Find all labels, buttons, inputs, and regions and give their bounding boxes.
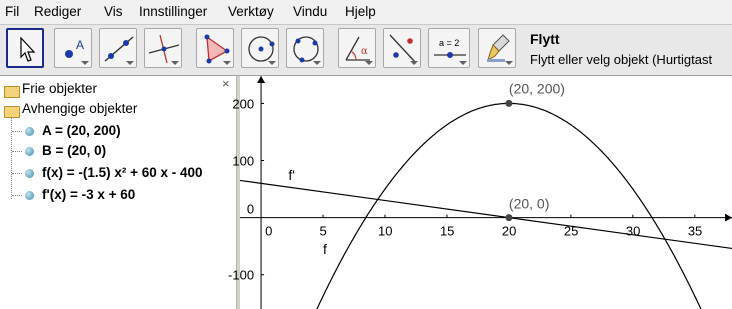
svg-text:a = 2: a = 2	[439, 38, 460, 48]
tree-branch	[12, 131, 22, 132]
object-visibility-dot[interactable]	[25, 169, 34, 178]
circle-three-points-tool-button[interactable]	[286, 28, 324, 68]
menu-vindu[interactable]: Vindu	[293, 4, 328, 19]
x-tick-label: 30	[625, 223, 641, 239]
move-graphics-tool-button[interactable]	[478, 28, 516, 68]
y-tick-label: 200	[232, 96, 255, 112]
point-b[interactable]	[505, 214, 512, 221]
object-label: A = (20, 200)	[42, 123, 121, 138]
dropdown-arrow-icon	[171, 61, 179, 65]
slider-tool-button[interactable]	[428, 28, 470, 68]
perpendicular-line-tool-button[interactable]	[144, 28, 182, 68]
polygon-tool-button[interactable]	[196, 28, 234, 68]
dropdown-arrow-icon	[223, 61, 231, 65]
folder-icon	[4, 106, 20, 118]
y-tick-label: 100	[232, 153, 255, 169]
x-tick-label: 10	[377, 223, 393, 239]
dropdown-arrow-icon	[313, 61, 321, 65]
menu-innstillinger[interactable]: Innstillinger	[139, 4, 208, 19]
y-tick-label: 0	[246, 201, 255, 217]
dropdown-arrow-icon	[459, 61, 467, 65]
x-axis-arrow	[725, 214, 732, 222]
menu-verktoy[interactable]: Verktøy	[228, 4, 274, 19]
dropdown-arrow-icon	[505, 61, 513, 65]
menu-fil[interactable]: Fil	[5, 4, 20, 19]
menu-bar	[0, 0, 732, 25]
folder-label: Frie objekter	[22, 81, 98, 96]
toolbar	[0, 25, 732, 76]
point-tool-button[interactable]	[54, 28, 92, 68]
folder-label: Avhengige objekter	[22, 101, 138, 116]
object-visibility-dot[interactable]	[25, 127, 34, 136]
dropdown-arrow-icon	[410, 61, 418, 65]
dropdown-arrow-icon	[81, 61, 89, 65]
point-b-label: (20, 0)	[508, 195, 550, 212]
dropdown-arrow-icon	[268, 61, 276, 65]
y-axis-arrow	[257, 76, 265, 83]
tree-branch	[12, 173, 22, 174]
cursor-arrow-icon	[8, 30, 46, 70]
angle-tool-button[interactable]	[338, 28, 376, 68]
x-tick-label: 5	[319, 223, 327, 239]
dropdown-arrow-icon	[126, 61, 134, 65]
object-label: f'(x) = -3 x + 60	[42, 187, 136, 202]
function-f-prime-label: f'	[288, 167, 295, 184]
menu-rediger[interactable]: Rediger	[34, 4, 82, 19]
move-tool-button[interactable]	[6, 28, 44, 68]
line-tool-button[interactable]	[99, 28, 137, 68]
menu-hjelp[interactable]: Hjelp	[345, 4, 376, 19]
tree-branch	[12, 195, 22, 196]
x-tick-label: 20	[501, 223, 517, 239]
function-f-label: f	[323, 241, 327, 258]
svg-text:A: A	[76, 38, 85, 52]
x-tick-label: 35	[687, 223, 703, 239]
object-label: B = (20, 0)	[42, 143, 107, 158]
active-tool-help: Flytt eller velg objekt (Hurtigtast	[530, 52, 713, 67]
y-tick-label: -100	[228, 267, 255, 283]
reflect-tool-button[interactable]	[383, 28, 421, 68]
folder-icon	[4, 86, 20, 98]
graph-canvas[interactable]	[228, 76, 732, 309]
tree-branch	[12, 151, 22, 152]
circle-tool-button[interactable]	[241, 28, 279, 68]
graphics-view[interactable]	[228, 76, 732, 309]
object-visibility-dot[interactable]	[25, 191, 34, 200]
x-tick-label: 25	[563, 223, 579, 239]
x-tick-label: 0	[265, 223, 273, 239]
menu-vis[interactable]: Vis	[104, 4, 123, 19]
function-f-prime-line[interactable]	[240, 180, 732, 248]
dropdown-arrow-icon	[365, 61, 373, 65]
object-visibility-dot[interactable]	[25, 147, 34, 156]
object-label: f(x) = -(1.5) x² + 60 x - 400	[42, 165, 203, 180]
x-tick-label: 15	[439, 223, 455, 239]
active-tool-name: Flytt	[530, 31, 560, 47]
close-algebra-button[interactable]: ×	[222, 76, 230, 91]
point-a-label: (20, 200)	[508, 80, 565, 97]
point-a[interactable]	[505, 100, 512, 107]
svg-text:α: α	[361, 46, 368, 57]
algebra-view	[0, 76, 237, 309]
